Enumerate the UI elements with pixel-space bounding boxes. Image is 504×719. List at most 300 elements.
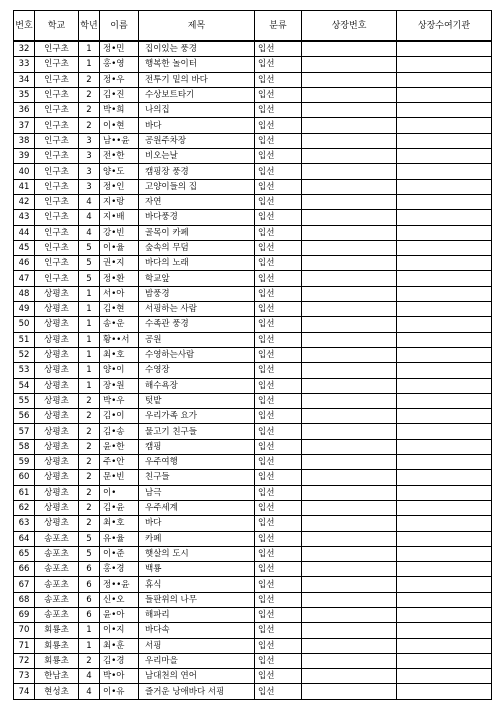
cell-award-no	[302, 118, 397, 133]
cell-grade: 2	[79, 439, 100, 454]
cell-name: 박•희	[100, 103, 139, 118]
table-row	[14, 57, 492, 72]
cell-no: 64	[14, 531, 35, 546]
header-award-no: 상장번호	[302, 11, 397, 42]
cell-name: 양•도	[100, 164, 139, 179]
cell-school: 상평초	[35, 363, 79, 378]
table-row	[14, 194, 492, 209]
cell-award-no	[302, 546, 397, 561]
cell-category: 입선	[255, 347, 302, 362]
table-row	[14, 409, 492, 424]
cell-title: 나의집	[139, 103, 255, 118]
cell-no: 34	[14, 72, 35, 87]
cell-school: 인구초	[35, 240, 79, 255]
header-no: 번호	[14, 11, 35, 42]
cell-award-no	[302, 194, 397, 209]
cell-no: 69	[14, 607, 35, 622]
cell-name: 박•아	[100, 669, 139, 684]
cell-name: 이•현	[100, 118, 139, 133]
cell-award-no	[302, 133, 397, 148]
cell-award-org	[397, 210, 492, 225]
cell-award-org	[397, 240, 492, 255]
cell-grade: 1	[79, 302, 100, 317]
cell-title: 수영장	[139, 363, 255, 378]
cell-title: 서핑	[139, 638, 255, 653]
cell-award-no	[302, 87, 397, 102]
cell-award-org	[397, 72, 492, 87]
table-row	[14, 546, 492, 561]
cell-award-no	[302, 378, 397, 393]
cell-school: 상평초	[35, 393, 79, 408]
cell-no: 59	[14, 455, 35, 470]
cell-award-no	[302, 439, 397, 454]
cell-grade: 6	[79, 562, 100, 577]
cell-school: 인구초	[35, 87, 79, 102]
cell-grade: 1	[79, 41, 100, 57]
cell-no: 73	[14, 669, 35, 684]
table-row	[14, 378, 492, 393]
cell-award-org	[397, 41, 492, 57]
cell-school: 인구초	[35, 118, 79, 133]
cell-no: 42	[14, 194, 35, 209]
cell-name: 김•이	[100, 409, 139, 424]
cell-no: 39	[14, 149, 35, 164]
table-row	[14, 317, 492, 332]
cell-category: 입선	[255, 592, 302, 607]
cell-school: 한남초	[35, 669, 79, 684]
cell-grade: 1	[79, 638, 100, 653]
cell-title: 수상보트타기	[139, 87, 255, 102]
cell-school: 상평초	[35, 286, 79, 301]
cell-award-org	[397, 562, 492, 577]
cell-title: 우리마을	[139, 653, 255, 668]
cell-name: 문•빈	[100, 470, 139, 485]
cell-award-no	[302, 393, 397, 408]
cell-name: 정•인	[100, 179, 139, 194]
cell-award-org	[397, 409, 492, 424]
cell-no: 57	[14, 424, 35, 439]
cell-category: 입선	[255, 225, 302, 240]
cell-title: 집이있는 풍경	[139, 41, 255, 57]
cell-award-org	[397, 607, 492, 622]
cell-award-org	[397, 439, 492, 454]
header-school: 학교	[35, 11, 79, 42]
cell-name: 황••서	[100, 332, 139, 347]
cell-title: 바다풍경	[139, 210, 255, 225]
table-row	[14, 669, 492, 684]
cell-title: 학교앞	[139, 271, 255, 286]
cell-no: 60	[14, 470, 35, 485]
cell-award-no	[302, 607, 397, 622]
cell-category: 입선	[255, 57, 302, 72]
table-row	[14, 485, 492, 500]
cell-grade: 2	[79, 72, 100, 87]
cell-award-org	[397, 638, 492, 653]
cell-category: 입선	[255, 485, 302, 500]
table-row	[14, 653, 492, 668]
cell-award-no	[302, 179, 397, 194]
cell-name: 남••윤	[100, 133, 139, 148]
cell-title: 카페	[139, 531, 255, 546]
cell-name: 윤•한	[100, 439, 139, 454]
cell-name: 권•지	[100, 256, 139, 271]
cell-school: 회룡초	[35, 638, 79, 653]
cell-name: 박•우	[100, 393, 139, 408]
table-row	[14, 470, 492, 485]
cell-award-no	[302, 347, 397, 362]
cell-title: 바다속	[139, 623, 255, 638]
cell-no: 54	[14, 378, 35, 393]
cell-no: 48	[14, 286, 35, 301]
cell-no: 67	[14, 577, 35, 592]
cell-grade: 5	[79, 271, 100, 286]
cell-name: 서•아	[100, 286, 139, 301]
cell-title: 해파리	[139, 607, 255, 622]
cell-grade: 6	[79, 592, 100, 607]
cell-category: 입선	[255, 317, 302, 332]
table-row	[14, 332, 492, 347]
cell-school: 상평초	[35, 470, 79, 485]
cell-title: 행복한 놀이터	[139, 57, 255, 72]
cell-school: 인구초	[35, 57, 79, 72]
cell-award-no	[302, 72, 397, 87]
cell-no: 61	[14, 485, 35, 500]
table-row	[14, 439, 492, 454]
cell-grade: 1	[79, 363, 100, 378]
cell-title: 밤풍경	[139, 286, 255, 301]
cell-no: 36	[14, 103, 35, 118]
cell-title: 수영하는사람	[139, 347, 255, 362]
cell-name: 정•민	[100, 41, 139, 57]
cell-school: 인구초	[35, 103, 79, 118]
table-row	[14, 286, 492, 301]
cell-award-no	[302, 286, 397, 301]
cell-award-org	[397, 286, 492, 301]
cell-title: 공원주차장	[139, 133, 255, 148]
cell-category: 입선	[255, 562, 302, 577]
cell-no: 33	[14, 57, 35, 72]
cell-school: 상평초	[35, 347, 79, 362]
cell-school: 인구초	[35, 210, 79, 225]
cell-award-org	[397, 317, 492, 332]
cell-school: 회룡초	[35, 623, 79, 638]
cell-category: 입선	[255, 684, 302, 699]
cell-grade: 1	[79, 347, 100, 362]
cell-title: 우리가족 요가	[139, 409, 255, 424]
cell-grade: 2	[79, 516, 100, 531]
cell-no: 63	[14, 516, 35, 531]
cell-award-org	[397, 194, 492, 209]
cell-category: 입선	[255, 669, 302, 684]
cell-award-no	[302, 424, 397, 439]
cell-award-no	[302, 485, 397, 500]
cell-name: 최•호	[100, 516, 139, 531]
cell-award-no	[302, 210, 397, 225]
cell-grade: 3	[79, 164, 100, 179]
cell-grade: 1	[79, 623, 100, 638]
table-row	[14, 393, 492, 408]
table-row	[14, 164, 492, 179]
cell-title: 백룡	[139, 562, 255, 577]
table-row	[14, 684, 492, 699]
cell-name: 지•배	[100, 210, 139, 225]
cell-school: 송포초	[35, 531, 79, 546]
cell-award-org	[397, 623, 492, 638]
cell-title: 바다	[139, 118, 255, 133]
cell-title: 휴식	[139, 577, 255, 592]
cell-category: 입선	[255, 194, 302, 209]
cell-award-no	[302, 562, 397, 577]
table-row	[14, 424, 492, 439]
cell-title: 전투기 밑의 바다	[139, 72, 255, 87]
cell-category: 입선	[255, 41, 302, 57]
cell-no: 45	[14, 240, 35, 255]
award-table	[13, 10, 492, 700]
cell-grade: 1	[79, 317, 100, 332]
cell-no: 55	[14, 393, 35, 408]
cell-award-org	[397, 669, 492, 684]
cell-school: 송포초	[35, 546, 79, 561]
table-row	[14, 577, 492, 592]
cell-award-org	[397, 271, 492, 286]
cell-grade: 2	[79, 424, 100, 439]
header-award-org: 상장수여기관	[397, 11, 492, 42]
cell-school: 상평초	[35, 439, 79, 454]
table-row	[14, 149, 492, 164]
cell-award-org	[397, 393, 492, 408]
cell-grade: 2	[79, 103, 100, 118]
cell-grade: 4	[79, 684, 100, 699]
cell-grade: 1	[79, 332, 100, 347]
cell-grade: 4	[79, 225, 100, 240]
cell-award-org	[397, 470, 492, 485]
table-row	[14, 363, 492, 378]
award-list-sheet	[13, 10, 492, 700]
cell-name: 유•율	[100, 531, 139, 546]
cell-award-org	[397, 133, 492, 148]
cell-award-no	[302, 409, 397, 424]
cell-school: 상평초	[35, 455, 79, 470]
cell-no: 43	[14, 210, 35, 225]
cell-no: 62	[14, 500, 35, 515]
cell-award-org	[397, 485, 492, 500]
header-grade: 학년	[79, 11, 100, 42]
cell-award-no	[302, 455, 397, 470]
cell-school: 상평초	[35, 500, 79, 515]
cell-no: 72	[14, 653, 35, 668]
cell-category: 입선	[255, 302, 302, 317]
cell-school: 회룡초	[35, 653, 79, 668]
cell-title: 숲속의 무덤	[139, 240, 255, 255]
cell-award-no	[302, 577, 397, 592]
cell-grade: 6	[79, 607, 100, 622]
table-row	[14, 41, 492, 57]
table-row	[14, 347, 492, 362]
cell-grade: 6	[79, 577, 100, 592]
cell-no: 53	[14, 363, 35, 378]
cell-category: 입선	[255, 378, 302, 393]
table-row	[14, 179, 492, 194]
cell-school: 인구초	[35, 179, 79, 194]
header-category: 분류	[255, 11, 302, 42]
cell-name: 홍•경	[100, 562, 139, 577]
cell-name: 이•준	[100, 546, 139, 561]
cell-category: 입선	[255, 500, 302, 515]
cell-award-no	[302, 41, 397, 57]
cell-category: 입선	[255, 103, 302, 118]
cell-no: 65	[14, 546, 35, 561]
cell-title: 바다	[139, 516, 255, 531]
cell-school: 인구초	[35, 41, 79, 57]
cell-name: 지•랑	[100, 194, 139, 209]
cell-award-no	[302, 271, 397, 286]
cell-award-no	[302, 363, 397, 378]
cell-award-no	[302, 531, 397, 546]
cell-grade: 4	[79, 210, 100, 225]
cell-grade: 3	[79, 133, 100, 148]
cell-award-org	[397, 546, 492, 561]
cell-award-org	[397, 653, 492, 668]
cell-award-org	[397, 577, 492, 592]
cell-title: 햇살의 도시	[139, 546, 255, 561]
cell-title: 남대천의 연어	[139, 669, 255, 684]
table-row	[14, 516, 492, 531]
cell-grade: 2	[79, 653, 100, 668]
cell-title: 캠핑장 풍경	[139, 164, 255, 179]
cell-school: 상평초	[35, 409, 79, 424]
cell-name: 윤•아	[100, 607, 139, 622]
cell-award-org	[397, 256, 492, 271]
cell-award-no	[302, 256, 397, 271]
cell-award-no	[302, 638, 397, 653]
cell-school: 인구초	[35, 256, 79, 271]
cell-grade: 4	[79, 669, 100, 684]
cell-title: 비오는날	[139, 149, 255, 164]
cell-no: 32	[14, 41, 35, 57]
cell-title: 캠핑	[139, 439, 255, 454]
cell-award-no	[302, 57, 397, 72]
cell-name: 강•빈	[100, 225, 139, 240]
cell-award-no	[302, 516, 397, 531]
cell-name: 양•이	[100, 363, 139, 378]
cell-category: 입선	[255, 607, 302, 622]
cell-no: 49	[14, 302, 35, 317]
cell-category: 입선	[255, 531, 302, 546]
cell-award-org	[397, 332, 492, 347]
table-row	[14, 562, 492, 577]
cell-award-org	[397, 378, 492, 393]
cell-award-no	[302, 317, 397, 332]
cell-category: 입선	[255, 72, 302, 87]
cell-no: 40	[14, 164, 35, 179]
cell-no: 58	[14, 439, 35, 454]
cell-school: 상평초	[35, 332, 79, 347]
table-row	[14, 500, 492, 515]
cell-category: 입선	[255, 133, 302, 148]
cell-no: 66	[14, 562, 35, 577]
cell-no: 70	[14, 623, 35, 638]
table-row	[14, 103, 492, 118]
cell-award-no	[302, 225, 397, 240]
cell-grade: 2	[79, 393, 100, 408]
cell-grade: 2	[79, 500, 100, 515]
cell-school: 상평초	[35, 378, 79, 393]
cell-category: 입선	[255, 363, 302, 378]
cell-title: 고양이들의 집	[139, 179, 255, 194]
cell-category: 입선	[255, 470, 302, 485]
cell-school: 인구초	[35, 164, 79, 179]
cell-name: 주•안	[100, 455, 139, 470]
cell-grade: 2	[79, 409, 100, 424]
table-row	[14, 638, 492, 653]
cell-no: 41	[14, 179, 35, 194]
header-name: 이름	[100, 11, 139, 42]
cell-grade: 4	[79, 194, 100, 209]
cell-award-org	[397, 516, 492, 531]
cell-category: 입선	[255, 439, 302, 454]
cell-category: 입선	[255, 409, 302, 424]
table-row	[14, 592, 492, 607]
cell-title: 자연	[139, 194, 255, 209]
table-row	[14, 271, 492, 286]
cell-no: 47	[14, 271, 35, 286]
cell-title: 즐거운 낭애바다 서핑	[139, 684, 255, 699]
cell-name: 김•진	[100, 87, 139, 102]
cell-award-org	[397, 87, 492, 102]
cell-no: 46	[14, 256, 35, 271]
cell-no: 68	[14, 592, 35, 607]
table-row	[14, 240, 492, 255]
cell-title: 서핑하는 사람	[139, 302, 255, 317]
cell-title: 남극	[139, 485, 255, 500]
cell-title: 바다의 노래	[139, 256, 255, 271]
header-title: 제목	[139, 11, 255, 42]
cell-school: 상평초	[35, 302, 79, 317]
cell-award-no	[302, 669, 397, 684]
cell-category: 입선	[255, 210, 302, 225]
table-row	[14, 133, 492, 148]
cell-school: 송포초	[35, 607, 79, 622]
cell-category: 입선	[255, 118, 302, 133]
cell-school: 송포초	[35, 562, 79, 577]
cell-award-no	[302, 302, 397, 317]
cell-award-org	[397, 179, 492, 194]
cell-school: 상평초	[35, 485, 79, 500]
cell-name: 김•경	[100, 653, 139, 668]
cell-award-no	[302, 592, 397, 607]
table-row	[14, 455, 492, 470]
cell-school: 송포초	[35, 592, 79, 607]
cell-award-org	[397, 363, 492, 378]
table-row	[14, 72, 492, 87]
cell-no: 71	[14, 638, 35, 653]
cell-award-org	[397, 592, 492, 607]
cell-title: 우주세계	[139, 500, 255, 515]
cell-grade: 2	[79, 470, 100, 485]
cell-grade: 2	[79, 118, 100, 133]
cell-award-org	[397, 225, 492, 240]
table-row	[14, 607, 492, 622]
table-row	[14, 623, 492, 638]
cell-name: 김•송	[100, 424, 139, 439]
cell-name: 이•	[100, 485, 139, 500]
cell-name: 정••윤	[100, 577, 139, 592]
cell-award-no	[302, 470, 397, 485]
cell-no: 50	[14, 317, 35, 332]
cell-name: 이•지	[100, 623, 139, 638]
cell-grade: 2	[79, 455, 100, 470]
cell-category: 입선	[255, 332, 302, 347]
